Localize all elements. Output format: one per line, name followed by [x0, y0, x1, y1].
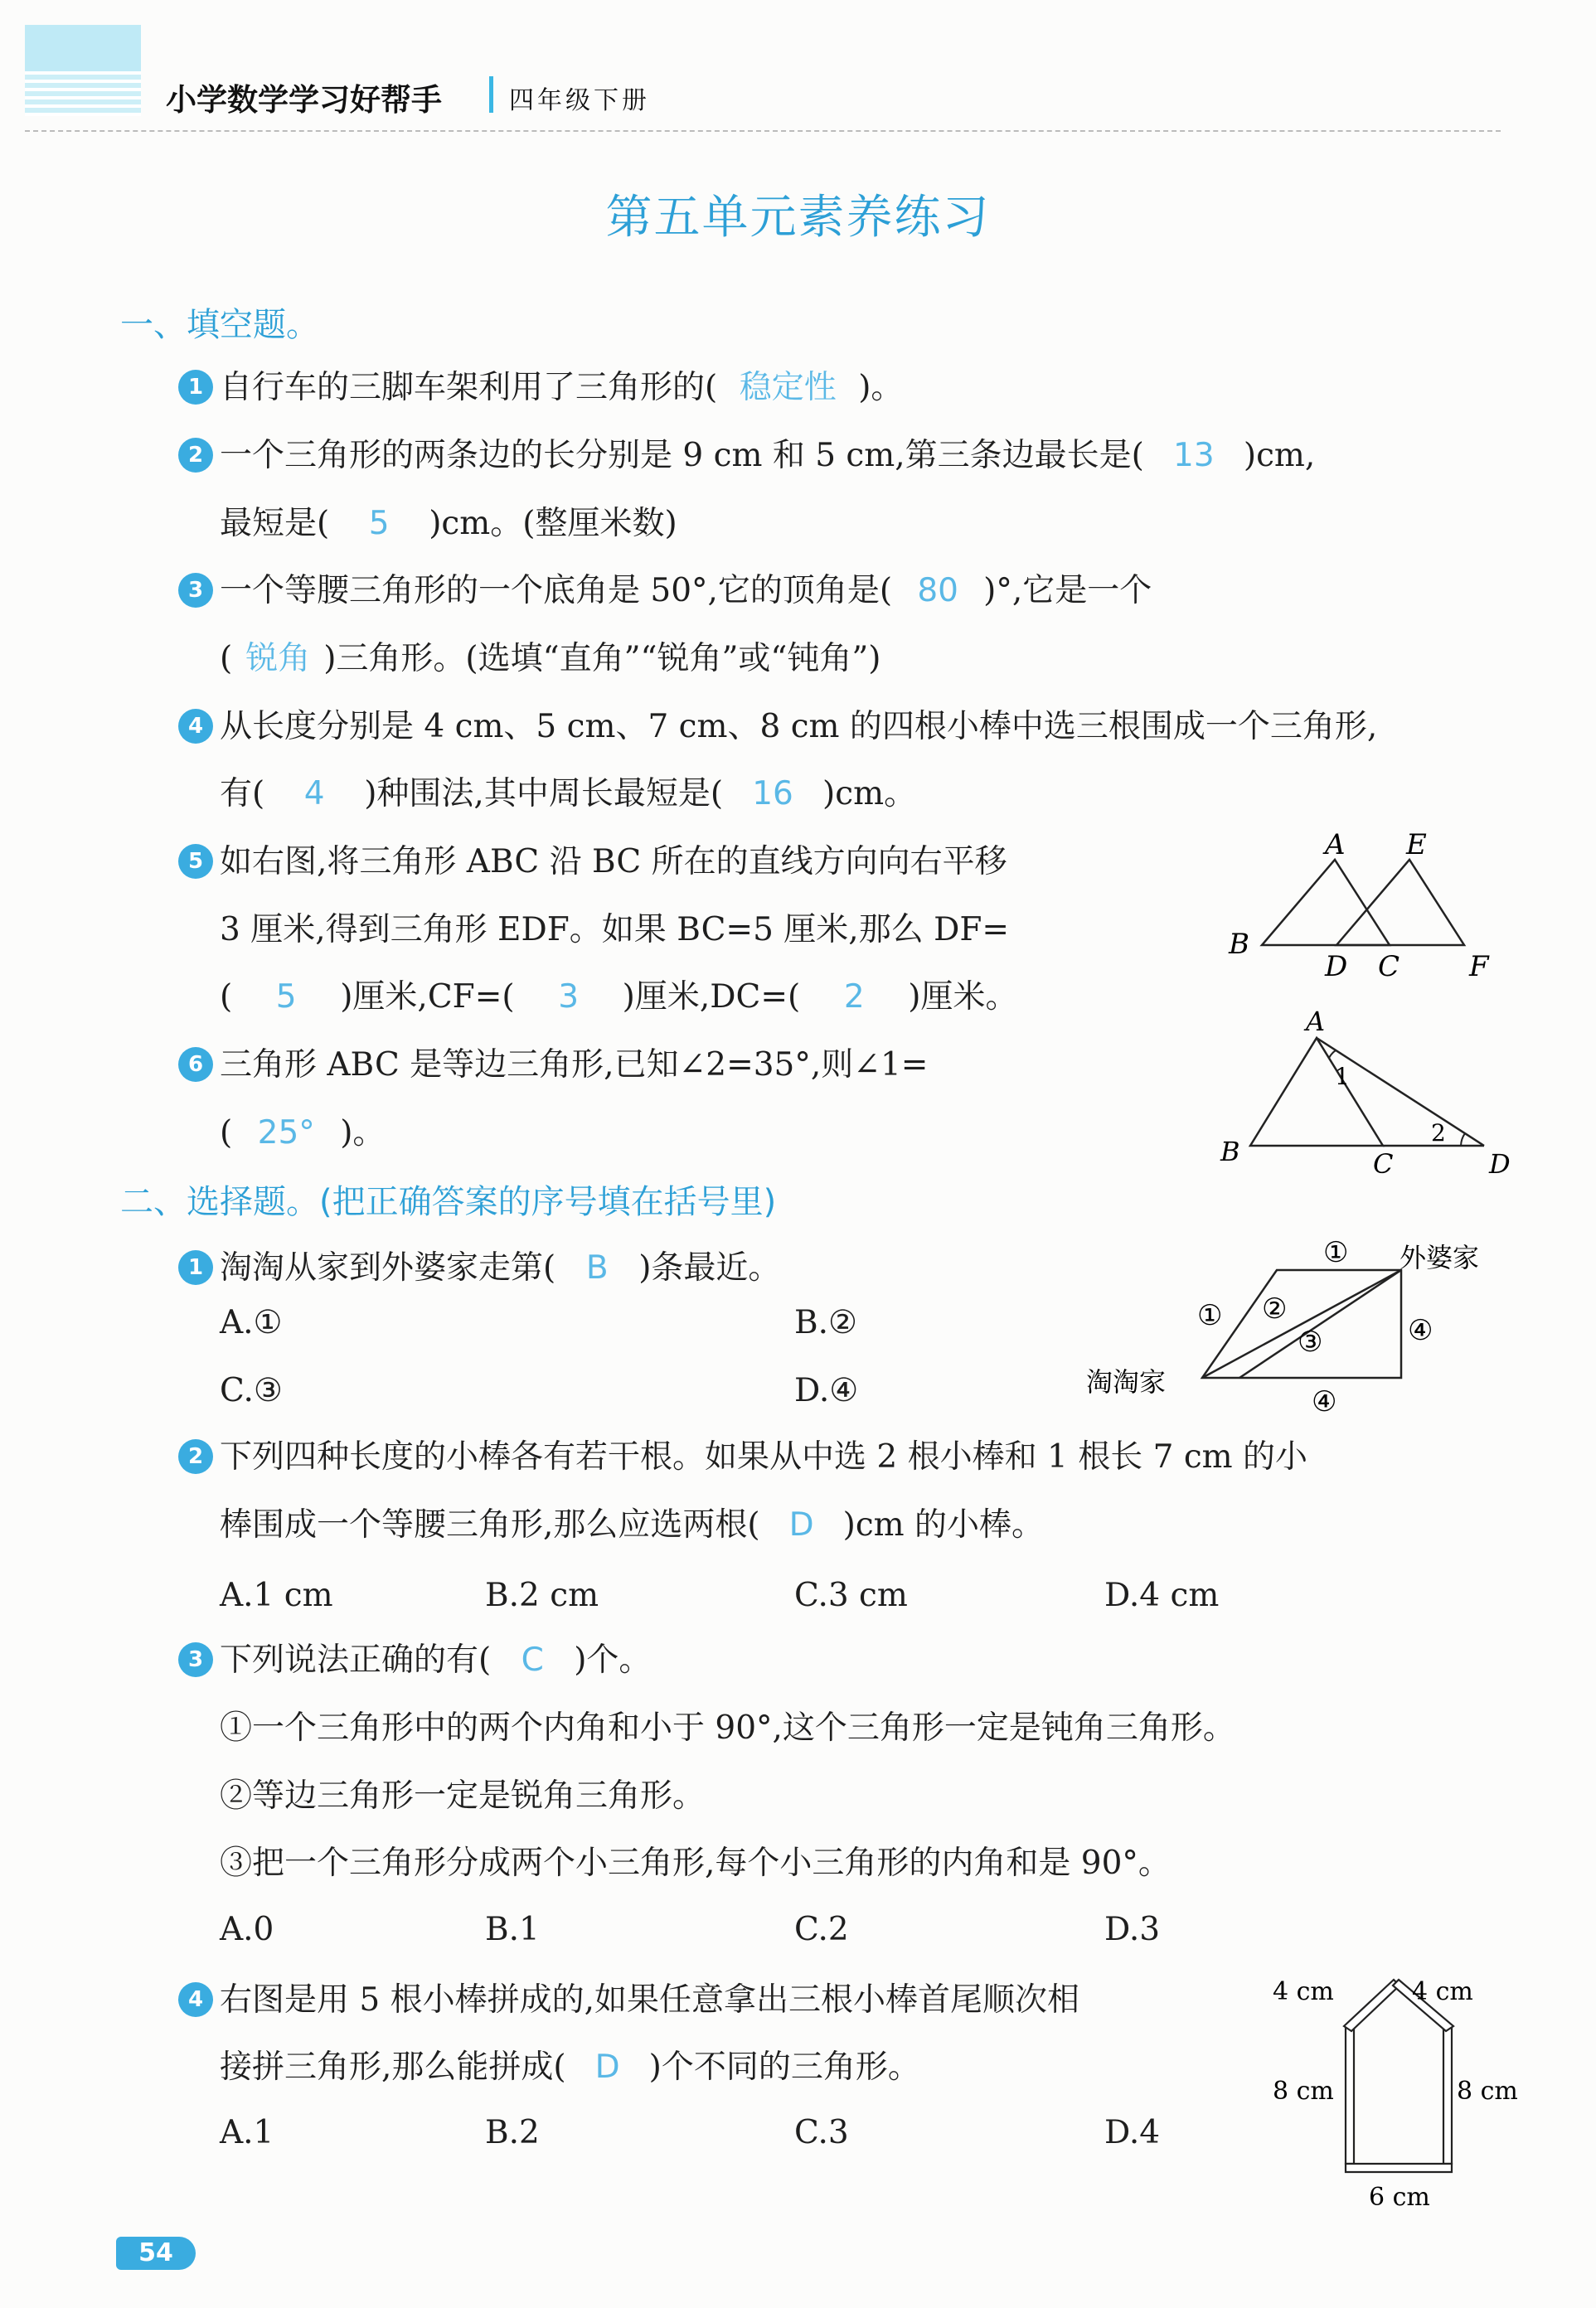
grandma-home-label: 外婆家 — [1400, 1242, 1480, 1273]
stick-house-figure — [1273, 1973, 1521, 2213]
triangle-edf — [1336, 860, 1464, 945]
question-number: 4 — [178, 709, 213, 744]
page-number: 54 — [116, 2237, 196, 2270]
fill-question-6: 6 三角形 ABC 是等边三角形,已知∠2=35°,则∠1= — [178, 1049, 928, 1084]
option-c: C.3 — [794, 2114, 849, 2151]
option-a: A.① — [220, 1304, 283, 1341]
option-a: A.1 — [220, 2114, 274, 2151]
option-d: D.4 cm — [1104, 1577, 1220, 1614]
question-number: 3 — [178, 573, 213, 608]
header-subtitle: 四年级下册 — [509, 86, 650, 115]
route-1-top-label: ① — [1323, 1236, 1349, 1269]
header-divider — [489, 76, 493, 113]
label-left: 8 cm — [1273, 2077, 1334, 2106]
answer: 80 — [917, 572, 958, 609]
question-number: 3 — [178, 1642, 213, 1677]
fill-question-5-line3: ( 5 )厘米,CF=( 3 )厘米,DC=( 2 )厘米。 — [220, 978, 1018, 1016]
triangle-abc — [1262, 860, 1390, 945]
question-number: 5 — [178, 844, 213, 879]
question-number: 2 — [178, 1439, 213, 1474]
answer: 锐角 — [245, 640, 311, 677]
equilateral-triangle-figure — [1210, 1003, 1517, 1177]
choice-question-2-line2: 棒围成一个等腰三角形,那么应选两根( D )cm 的小棒。 — [220, 1506, 1045, 1544]
header-title: 小学数学学习好帮手 — [166, 82, 442, 118]
label-b: B — [1220, 1136, 1240, 1167]
label-c: C — [1378, 950, 1400, 982]
statement-2: ②等边三角形一定是锐角三角形。 — [220, 1777, 706, 1815]
question-number: 2 — [178, 438, 213, 473]
choice-question-2: 2 下列四种长度的小棒各有若干根。如果从中选 2 根小棒和 1 根长 7 cm 的小 — [178, 1441, 1307, 1476]
answer: 5 — [368, 505, 390, 542]
fill-question-5-line2: 3 厘米,得到三角形 EDF。如果 BC=5 厘米,那么 DF= — [220, 911, 1010, 948]
answer: 4 — [303, 775, 325, 812]
option-b: B.2 — [485, 2114, 540, 2151]
section-heading-fill: 一、填空题。 — [120, 306, 319, 344]
option-a: A.0 — [220, 1911, 274, 1948]
option-d: D.④ — [794, 1372, 859, 1409]
answer: D — [594, 2049, 620, 2086]
answer: 13 — [1173, 437, 1215, 474]
header-dashed-line — [25, 130, 1501, 132]
answer: 5 — [275, 978, 297, 1016]
question-number: 1 — [178, 370, 213, 405]
option-d: D.4 — [1104, 2114, 1161, 2151]
stick-left-roof-4cm — [1344, 1980, 1400, 2031]
option-c: C.③ — [220, 1372, 283, 1409]
home-label: 淘淘家 — [1086, 1366, 1167, 1398]
fill-question-1: 1 自行车的三脚车架利用了三角形的( 稳定性 )。 — [178, 371, 903, 407]
answer: B — [585, 1249, 609, 1287]
stick-bottom-6cm — [1346, 2164, 1452, 2172]
fill-question-6-line2: ( 25° )。 — [220, 1114, 386, 1152]
stick-right-8cm — [1443, 2028, 1452, 2164]
label-top-right: 4 cm — [1412, 1977, 1473, 2006]
choice-question-4: 4 右图是用 5 根小棒拼成的,如果任意拿出三根小棒首尾顺次相 — [178, 1984, 1079, 2019]
page-title: 第五单元素养练习 — [605, 191, 991, 245]
fill-question-3: 3 一个等腰三角形的一个底角是 50°,它的顶角是( 80 )°,它是一个 — [178, 575, 1152, 610]
label-c: C — [1373, 1148, 1394, 1177]
translated-triangles-figure — [1219, 825, 1513, 982]
question-number: 6 — [178, 1047, 213, 1082]
answer: 16 — [752, 775, 793, 812]
label-e: E — [1406, 828, 1427, 861]
question-number: 4 — [178, 1982, 213, 2017]
route-3 — [1202, 1270, 1401, 1378]
section-heading-choice: 二、选择题。(把正确答案的序号填在括号里) — [120, 1183, 777, 1221]
option-b: B.1 — [485, 1911, 540, 1948]
route-1-left-label: ① — [1197, 1299, 1223, 1332]
option-d: D.3 — [1104, 1911, 1161, 1948]
answer: 3 — [558, 978, 580, 1016]
fill-question-5: 5 如右图,将三角形 ABC 沿 BC 所在的直线方向向右平移 — [178, 846, 1007, 881]
stick-left-8cm — [1346, 2028, 1354, 2164]
label-b: B — [1229, 928, 1249, 961]
route-2-label: ② — [1262, 1292, 1288, 1326]
label-a: A — [1306, 1006, 1326, 1037]
angle-1-label: 1 — [1335, 1063, 1350, 1090]
route-4-right-label: ④ — [1408, 1314, 1433, 1347]
angle-2-arc — [1461, 1133, 1465, 1146]
statement-1: ①一个三角形中的两个内角和小于 90°,这个三角形一定是钝角三角形。 — [220, 1709, 1235, 1747]
route-3-label: ③ — [1298, 1326, 1323, 1359]
statement-3: ③把一个三角形分成两个小三角形,每个小三角形的内角和是 90°。 — [220, 1845, 1171, 1882]
answer: C — [521, 1641, 544, 1679]
fill-question-4-line2: 有( 4 )种围法,其中周长最短是( 16 )cm。 — [220, 775, 917, 812]
route-map-figure — [1086, 1227, 1517, 1418]
answer: 2 — [843, 978, 865, 1016]
fill-question-2-line2: 最短是( 5 )cm。(整厘米数) — [220, 505, 677, 542]
triangle-abc — [1250, 1038, 1383, 1146]
option-a: A.1 cm — [220, 1577, 333, 1614]
label-bottom: 6 cm — [1369, 2183, 1430, 2212]
option-c: C.3 cm — [794, 1577, 908, 1614]
option-b: B.2 cm — [485, 1577, 599, 1614]
angle-1-arc — [1329, 1050, 1336, 1058]
option-c: C.2 — [794, 1911, 849, 1948]
label-a: A — [1325, 828, 1346, 861]
fill-question-2: 2 一个三角形的两条边的长分别是 9 cm 和 5 cm,第三条边最长是( 13 )cm, — [178, 439, 1315, 475]
option-b: B.② — [794, 1304, 858, 1341]
header-decoration-top — [25, 25, 141, 71]
fill-question-3-line2: ( 锐角 )三角形。(选填“直角”“锐角”或“钝角”) — [220, 640, 881, 677]
line-ad — [1317, 1038, 1484, 1146]
question-number: 1 — [178, 1250, 213, 1285]
answer: D — [788, 1506, 814, 1544]
route-4-bottom-label: ④ — [1312, 1385, 1337, 1418]
choice-question-1: 1 淘淘从家到外婆家走第( B )条最近。 — [178, 1252, 780, 1287]
label-top-left: 4 cm — [1273, 1977, 1334, 2006]
label-d: D — [1489, 1148, 1511, 1177]
label-d: D — [1325, 950, 1348, 982]
answer: 25° — [257, 1114, 315, 1152]
fill-question-4: 4 从长度分别是 4 cm、5 cm、7 cm、8 cm 的四根小棒中选三根围成一个三角形, — [178, 710, 1377, 746]
label-f: F — [1469, 950, 1489, 982]
angle-2-label: 2 — [1431, 1119, 1446, 1147]
choice-question-4-line2: 接拼三角形,那么能拼成( D )个不同的三角形。 — [220, 2049, 920, 2086]
choice-question-3: 3 下列说法正确的有( C )个。 — [178, 1644, 651, 1680]
label-right: 8 cm — [1457, 2077, 1518, 2106]
answer: 稳定性 — [739, 369, 837, 406]
